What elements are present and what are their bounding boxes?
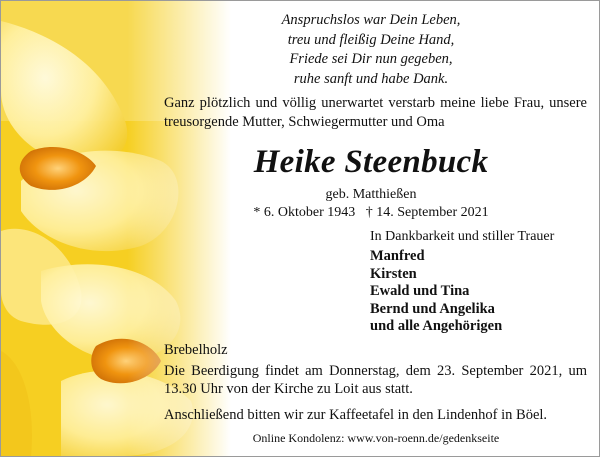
mourner-name: Bernd und Angelika [370,300,495,317]
funeral-info: Die Beerdigung findet am Donnerstag, dem 23. September 2021, um 13.30 Uhr von der Kirche zu Loit aus statt. [164,363,587,397]
life-dates: * 6. Oktober 1943 † 14. September 2021 [253,205,489,220]
mourner-name: und alle Angehörigen [370,318,503,334]
deceased-name: Heike Steenbuck [253,144,489,180]
intro-text: Ganz plötzlich und völlig unerwartet verstarb meine liebe Frau, unsere treusorgende Mutter, Schwiegermutter und Oma [164,95,587,130]
poem-line: Friede sei Dir nun gegeben, [289,51,453,67]
poem-line: ruhe sanft und habe Dank. [293,70,449,87]
birth-name: geb. Matthießen [325,187,417,202]
mourner-name: Manfred [370,248,425,264]
mourner-name: Ewald und Tina [370,283,470,299]
poem-line: treu und fleißig Deine Hand, [287,31,455,48]
coffee-info: Anschließend bitten wir zur Kaffeetafel in den Lindenhof in Böel. [164,407,548,423]
poem [201,11,541,89]
mourner-name: Kirsten [370,265,417,282]
online-condolence: Online Kondolenz: www.von-roenn.de/gedenkseite [252,431,500,445]
notice-content [1,1,599,456]
mourners-list [370,248,502,336]
mourners-intro: In Dankbarkeit und stiller Trauer [370,229,555,244]
place-name: Brebelholz [164,342,228,358]
poem-line: Anspruchslos war Dein Leben, [281,12,461,28]
